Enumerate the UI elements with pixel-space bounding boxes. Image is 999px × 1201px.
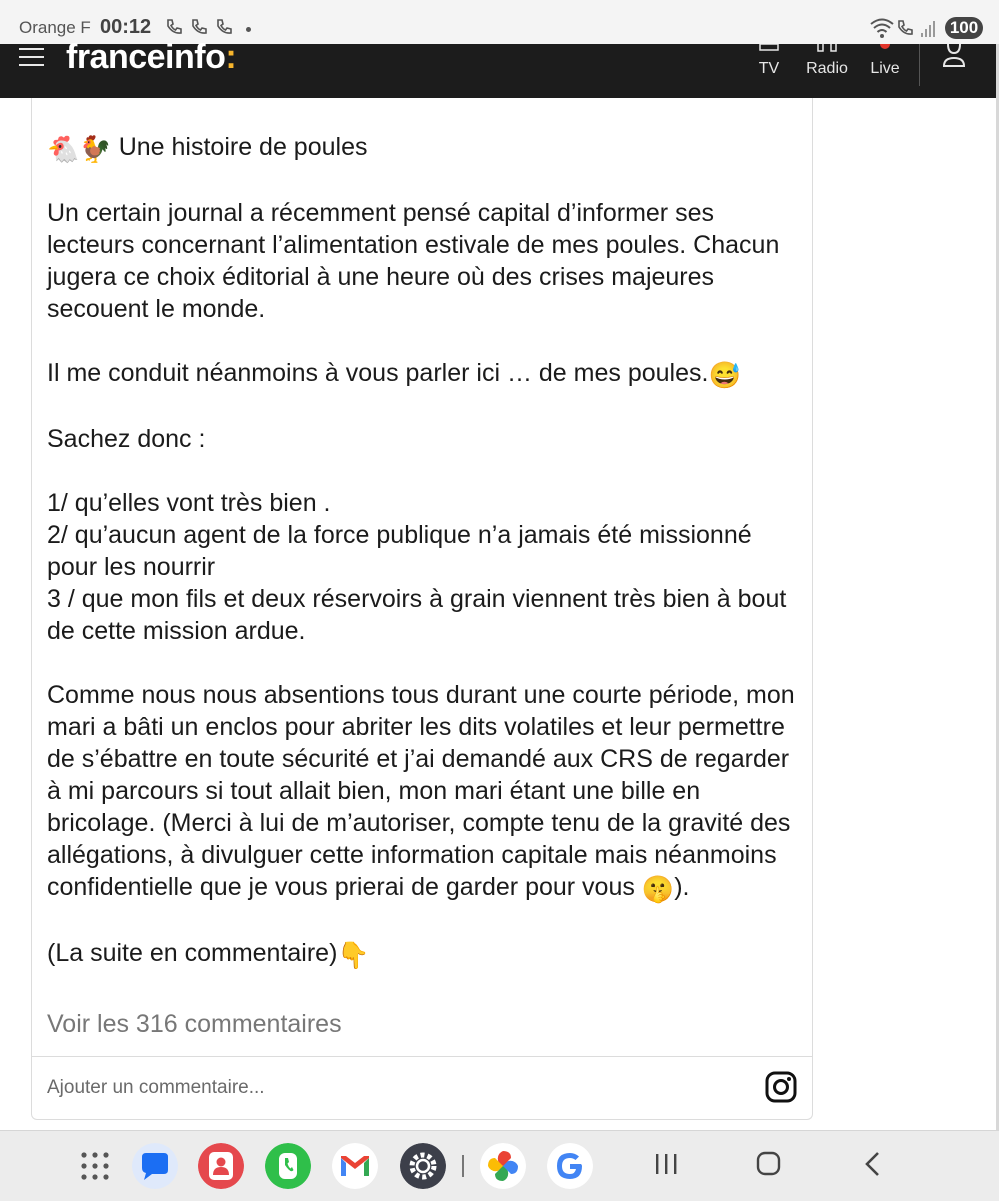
post-title: 🐔🐓 Une histoire de poules xyxy=(47,133,368,164)
carrier-label: Orange F xyxy=(19,18,91,37)
user-account-icon[interactable] xyxy=(941,44,967,70)
wifi-call-icon xyxy=(896,16,916,40)
recent-apps-icon[interactable] xyxy=(654,1151,678,1177)
list-item: 2/ qu’aucun agent de la force publique n’a jamais été missionné pour les nourrir xyxy=(47,521,752,581)
list-item: 3 / que mon fils et deux réservoirs à grain viennent très bien à bout de cette mission ardue. xyxy=(47,585,787,645)
messages-icon[interactable] xyxy=(132,1143,178,1189)
nav-tv[interactable] xyxy=(752,44,786,98)
post-paragraph: Comme nous nous absentions tous durant une courte période, mon mari a bâti un enclos pour abriter les dits volatiles et leur permettre de s’ébattre en toute sécurité et j’ai demandé aux CRS de regarder à mi parcours si tout allait bien, mon mari étant une bille en bricolage. (Merci à lui de m’autoriser, compte tenu de la gravité des allégations, à divulguer cette information capitale mais néanmoins confidentielle que je vous prierai de garder pour vous 🤫). xyxy=(47,681,795,904)
live-icon xyxy=(880,44,890,50)
wifi-call-icon xyxy=(164,17,184,37)
radio-icon xyxy=(815,44,839,54)
chicken-emoji: 🐔🐓 xyxy=(47,134,112,164)
instagram-icon[interactable] xyxy=(765,1071,797,1103)
tv-icon xyxy=(759,44,779,52)
menu-icon[interactable] xyxy=(19,48,44,68)
instagram-post-embed xyxy=(31,98,813,1120)
view-comments-link[interactable]: Voir les 316 commentaires xyxy=(47,1010,342,1038)
list-item: 1/ qu’elles vont très bien . xyxy=(47,489,331,517)
nav-tv-label: TV xyxy=(758,60,780,77)
post-paragraph: Il me conduit néanmoins à vous parler ici … de mes poules.😅 xyxy=(47,359,741,390)
phone-icon[interactable] xyxy=(265,1143,311,1189)
clock: 00:12 xyxy=(100,16,152,38)
back-icon[interactable] xyxy=(862,1151,882,1177)
notification-dot xyxy=(246,27,251,32)
post-paragraph: Un certain journal a récemment pensé capital d’informer ses lecteurs concernant l’alimentation estivale de mes poules. Chacun jugera ce choix éditorial à une heure où des crises majeures secouent le monde. xyxy=(47,199,780,323)
pointing-down-emoji: 👇 xyxy=(337,940,370,970)
google-icon[interactable] xyxy=(547,1143,593,1189)
settings-icon[interactable] xyxy=(400,1143,446,1189)
wifi-call-icon xyxy=(214,17,234,37)
post-paragraph: Sachez donc : xyxy=(47,425,206,453)
wifi-icon xyxy=(869,16,895,40)
app-header xyxy=(0,38,996,98)
nav-radio-label: Radio xyxy=(806,60,848,77)
contacts-icon[interactable] xyxy=(198,1143,244,1189)
apps-grid-icon[interactable] xyxy=(72,1143,118,1189)
gmail-icon[interactable] xyxy=(332,1143,378,1189)
comment-bar xyxy=(32,1056,812,1119)
post-caption xyxy=(47,131,807,971)
nav-live-label: Live xyxy=(870,60,900,77)
bottom-dock xyxy=(0,1130,999,1201)
nav-live[interactable] xyxy=(866,44,904,98)
battery-indicator: 100 xyxy=(945,17,983,39)
signal-icon xyxy=(919,16,939,40)
shushing-face-emoji: 🤫 xyxy=(641,874,675,904)
post-paragraph: (La suite en commentaire)👇 xyxy=(47,939,370,970)
dock-separator xyxy=(462,1155,464,1177)
photos-icon[interactable] xyxy=(480,1143,526,1189)
wifi-call-icon xyxy=(189,17,209,37)
nav-radio[interactable] xyxy=(801,44,853,98)
sweat-smile-emoji: 😅 xyxy=(708,360,741,390)
nav-divider xyxy=(919,44,920,86)
comment-input[interactable]: Ajouter un commentaire... xyxy=(47,1077,265,1098)
home-icon[interactable] xyxy=(756,1151,782,1177)
franceinfo-logo[interactable]: franceinfo: xyxy=(66,38,237,76)
